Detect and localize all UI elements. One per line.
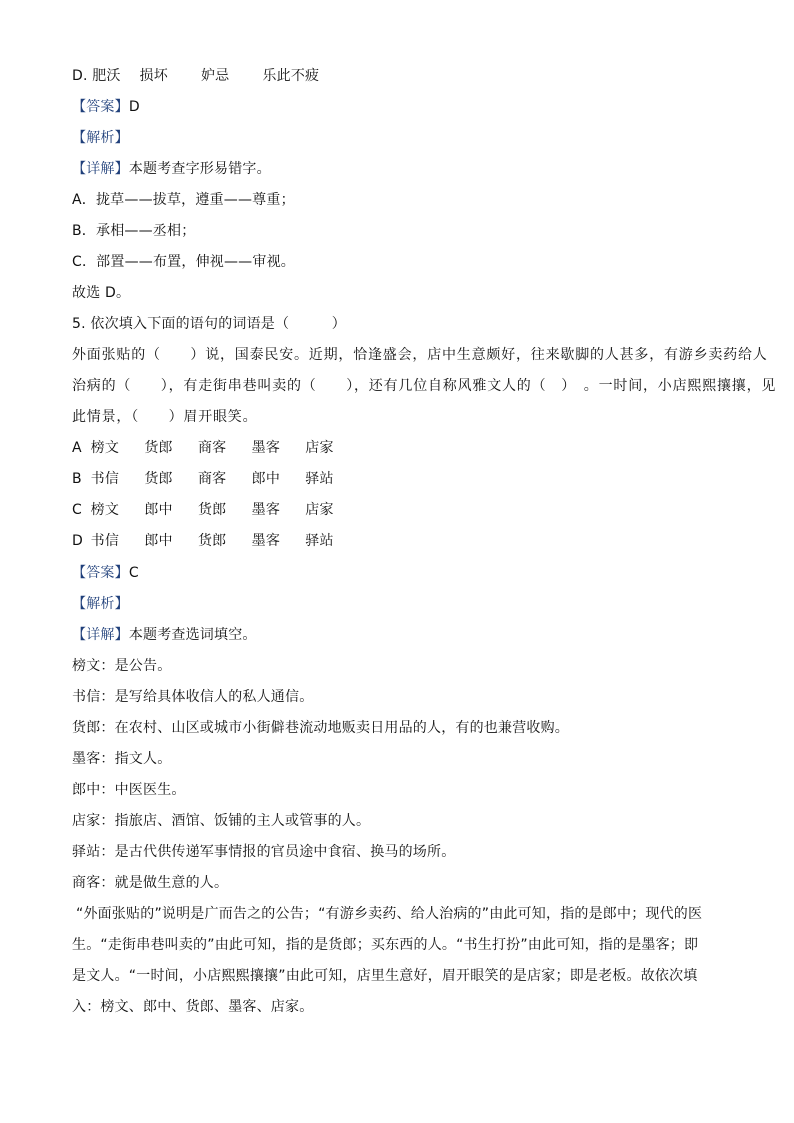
answer-value: C [128,565,139,581]
option-word: 货郎 [144,471,173,487]
option-word: 货郎 [197,533,227,549]
option-word: 墨客 [251,533,281,549]
option-letter: C [72,502,82,518]
q4-detail [72,159,271,179]
q4-explanation-b: B．承相——丞相； [72,223,196,239]
q4-choice: 故选 D。 [72,285,131,301]
definition-yizhan: 驿站：是古代供传递军事情报的官员途中食宿、换马的场所。 [72,844,456,860]
detail-tag: 【详解】 [72,627,129,643]
q5-detail [72,625,257,645]
option-letter: B [72,471,82,487]
q5-conclusion-line: 是文人。“一时间，小店熙熙攘攘”由此可知，店里生意好，眉开眼笑的是店家；即是老板。故依次填 [72,968,698,984]
definition-shuxin: 书信：是写给具体收信人的私人通信。 [72,689,314,705]
q4-analysis-tag: 【解析】 [72,130,129,146]
option-word: 墨客 [251,502,281,518]
option-word: 郎中 [144,502,173,518]
q5-conclusion-line: 生。“走街串巷叫卖的”由此可知，指的是货郎；买东西的人。“书生打扮”由此可知，指的是墨客；即 [72,937,699,953]
q5-stem: 5. 依次填入下面的语句的词语是（ ） [72,316,347,332]
option-word: 货郎 [144,440,173,456]
detail-text: 本题考查选词填空。 [128,627,257,643]
answer-tag: 【答案】 [72,565,129,581]
definition-huolang: 货郎：在农村、山区或城市小街僻巷流动地贩卖日用品的人，有的也兼营收购。 [72,720,569,736]
option-word: 郎中 [251,471,281,487]
definition-dianjia: 店家：指旅店、酒馆、饭铺的主人或管事的人。 [72,813,371,829]
option-word: 货郎 [197,502,227,518]
detail-tag: 【详解】 [72,161,129,177]
option-word: 驿站 [305,471,334,487]
definition-moke: 墨客：指文人。 [72,751,172,767]
option-word: 店家 [305,502,334,518]
option-letter: D [72,533,83,549]
q5-conclusion-line: “外面张贴的”说明是广而告之的公告；“有游乡卖药、给人治病的”由此可知，指的是郎中；现代的医 [76,906,703,922]
q5-passage-line: 治病的（ ），有走街串巷叫卖的（ ），还有几位自称风雅文人的（ ） 。一时间，小店熙熙攘攘，见 [72,378,777,394]
option-word: 榜文 [90,440,120,456]
q5-option-d [72,531,354,551]
option-word: 书信 [90,471,120,487]
option-word: 榜文 [90,502,120,518]
detail-text: 本题考查字形易错字。 [128,161,271,177]
q5-analysis-tag: 【解析】 [72,596,129,612]
option-word: 商客 [197,440,227,456]
option-letter: A [72,440,82,456]
answer-tag: 【答案】 [72,99,129,115]
option-word: 商客 [197,471,227,487]
option-word: 郎中 [144,533,173,549]
q5-answer [72,563,139,583]
q5-passage-line: 此情景，（ ）眉开眼笑。 [72,409,258,425]
option-word: 驿站 [305,533,334,549]
q4-answer [72,97,140,117]
option-word: 店家 [305,440,334,456]
definition-shangke: 商客：就是做生意的人。 [72,875,229,891]
q5-passage-line: 外面张贴的（ ）说，国泰民安。近期，恰逢盛会，店中生意颇好，往来歇脚的人甚多，有游乡卖药给人 [72,347,768,363]
q5-option-a [72,438,354,458]
option-word: 墨客 [251,440,281,456]
definition-bangwen: 榜文：是公告。 [72,658,172,674]
q4-explanation-a: A．拢草——拔草，遵重——尊重； [72,192,295,208]
q4-option-d: D. 肥沃 损坏 妒忌 乐此不疲 [72,68,320,84]
q4-explanation-c: C．部置——布置，伸视——审视。 [72,254,295,270]
option-word: 书信 [90,533,120,549]
q5-option-b [72,469,354,489]
q5-conclusion-line: 入：榜文、郎中、货郎、墨客、店家。 [72,999,314,1015]
definition-langzhong: 郎中：中医医生。 [72,782,186,798]
q5-option-c [72,500,354,520]
answer-value: D [128,99,140,115]
